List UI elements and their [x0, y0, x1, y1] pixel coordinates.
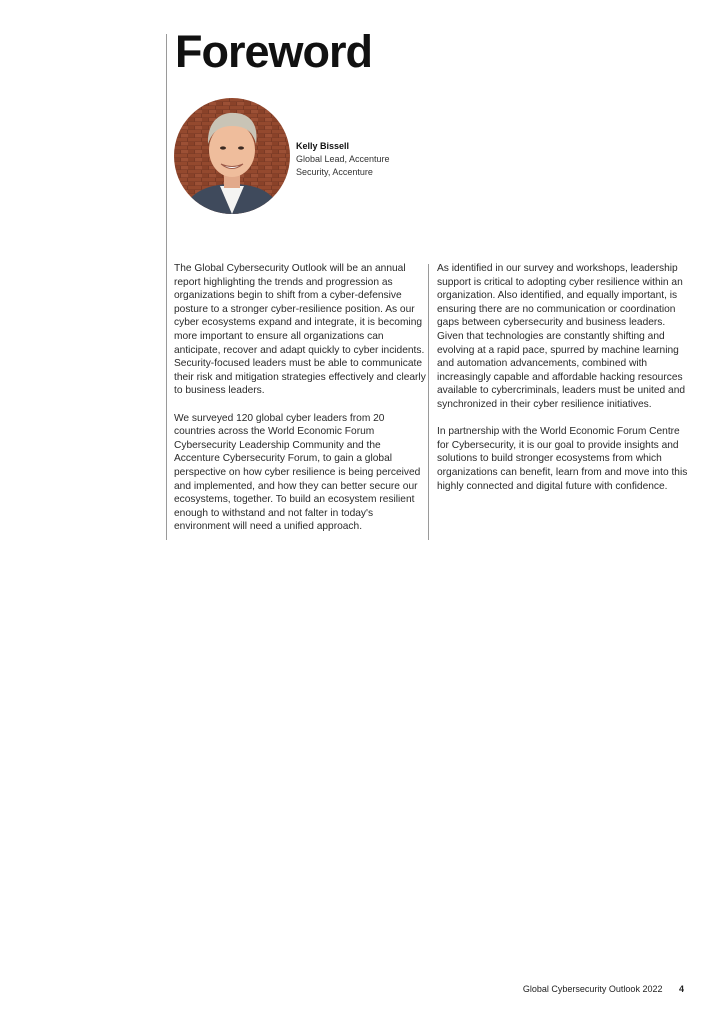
author-name: Kelly Bissell	[296, 141, 350, 151]
page-number: 4	[678, 984, 684, 994]
left-margin-rule	[166, 34, 167, 540]
publication-title: Global Cybersecurity Outlook 2022	[522, 984, 663, 994]
page-title: Foreword	[175, 26, 373, 77]
right-text-column	[437, 262, 689, 507]
left-text-column	[174, 262, 426, 547]
paragraph: In partnership with the World Economic Forum Centre for Cybersecurity, it is our goal to provide insights and solutions to build stronger ecosystems from which organizations can benefit, learn from and move into this highly connected and digital future with confidence.	[437, 426, 688, 492]
author-role: Security, Accenture	[296, 167, 373, 177]
portrait-photo	[174, 98, 290, 214]
author-portrait	[174, 98, 290, 214]
page-footer	[523, 984, 684, 994]
author-role: Global Lead, Accenture	[296, 154, 390, 164]
paragraph: As identified in our survey and workshops, leadership support is critical to adopting cyber resilience within an organization. Also identified, and equally important, is ensuring there are no communication or coordination gaps between cybersecurity and business leaders. Given that technologies are constantly shifting and evolving at a rapid pace, spurred by machine learning and automation advancements, combined with increasingly capable and affordable hacking resources available to cybercriminals, leaders must be united and synchronized in their cyber resilience initiatives.	[437, 263, 686, 410]
paragraph: We surveyed 120 global cyber leaders from 20 countries across the World Economic Forum Cybersecurity Leadership Community and the Accenture Cybersecurity Forum, to gain a global perspective on how cyber resilience is being perceived and implemented, and how they can better secure our ecosystems, together. To build an ecosystem resilient enough to withstand and not falter in today's environment will need a unified approach.	[174, 412, 421, 533]
paragraph: The Global Cybersecurity Outlook will be an annual report highlighting the trends and progression as organizations begin to shift from a cyber-defensive posture to a stronger cyber-resilience position. As our cyber ecosystems expand and integrate, it is becoming more important to ensure all organizations can anticipate, recover and adapt quickly to cyber incidents. Security-focused leaders must be able to communicate their risk and mitigation strategies effectively and clearly to business leaders.	[174, 263, 426, 397]
column-divider	[428, 264, 429, 540]
author-byline	[296, 140, 390, 179]
